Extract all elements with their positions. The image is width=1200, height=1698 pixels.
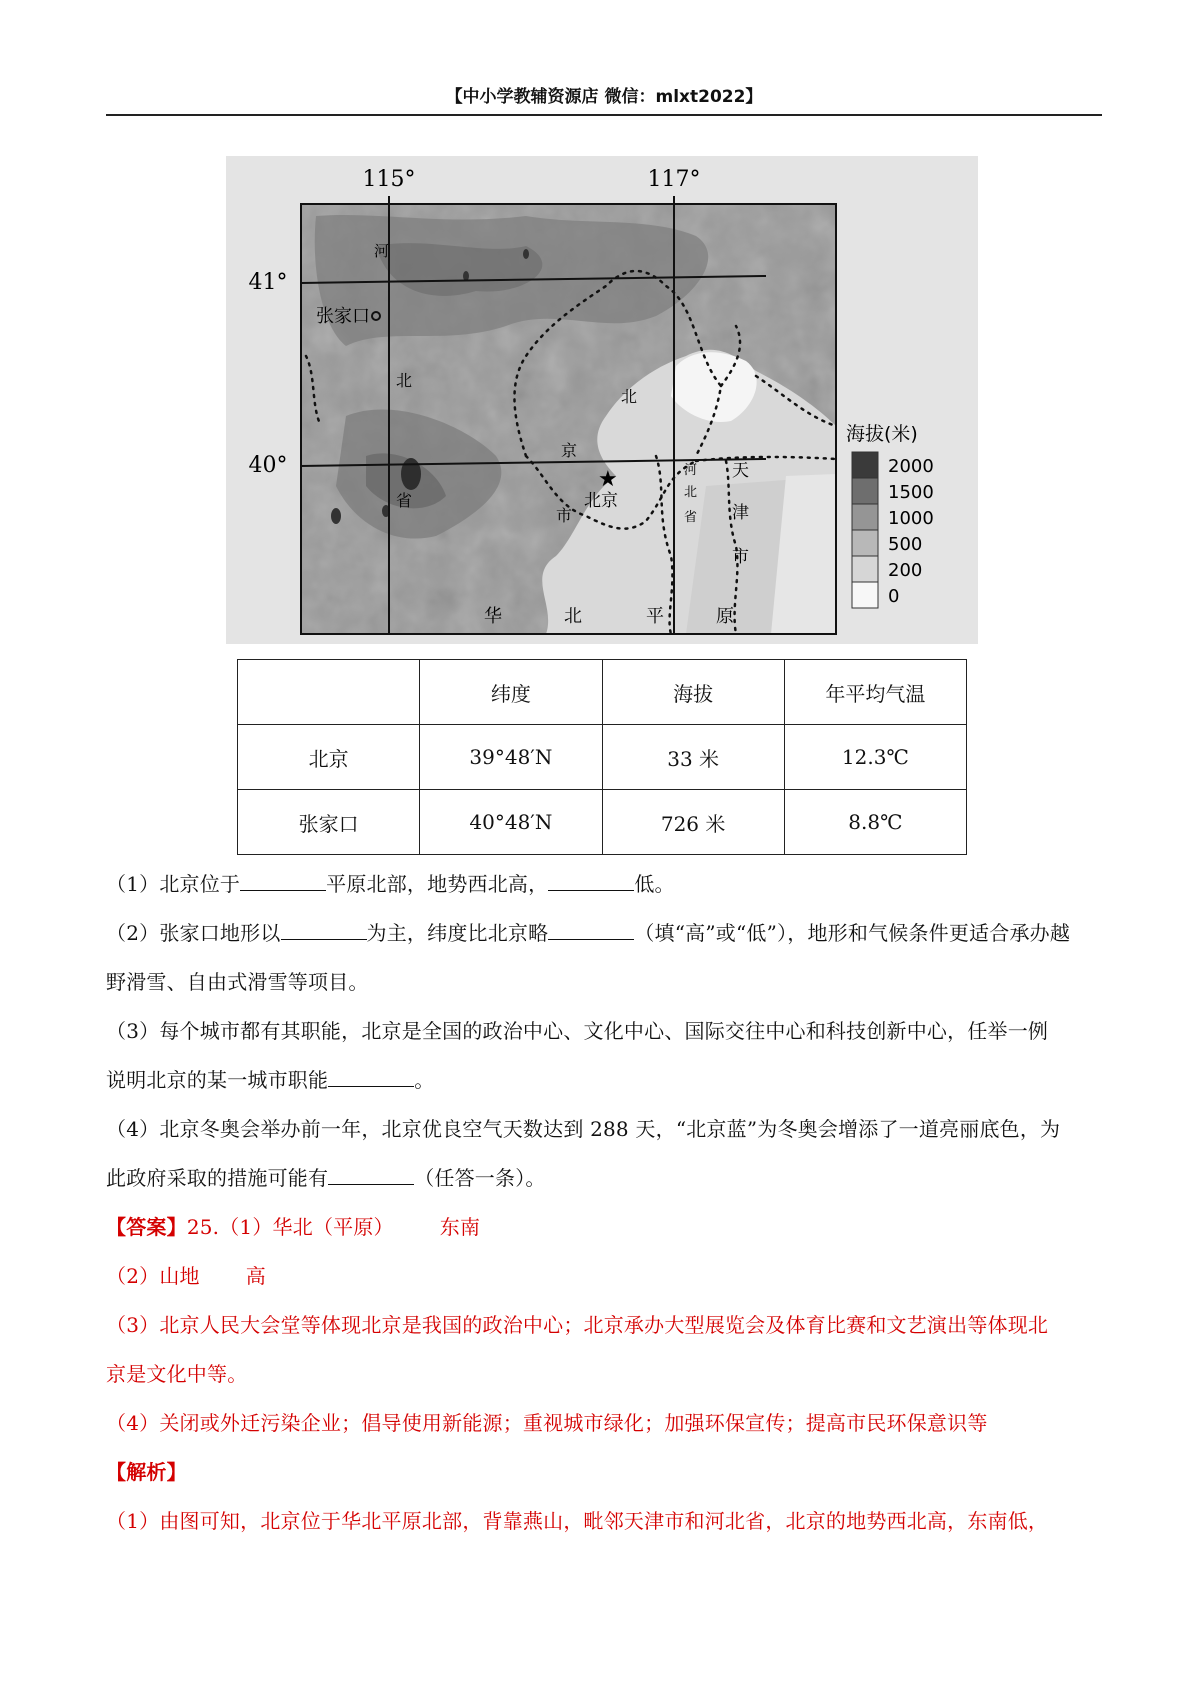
legend-label: 200 (888, 560, 923, 581)
header-rule (106, 114, 1102, 116)
legend-swatch (852, 504, 878, 530)
q3-text-c: 。 (414, 1068, 435, 1092)
q2-text-b: 为主，纬度比北京略 (366, 921, 549, 945)
plain-label-2: 北 (564, 606, 582, 627)
table-cell: 40°48′N (420, 790, 602, 855)
legend-swatch (852, 556, 878, 582)
question-1 (106, 860, 1102, 909)
tianjin-label-1: 天 (732, 461, 749, 481)
table-cell: 39°48′N (420, 725, 602, 790)
answer-1 (106, 1203, 1102, 1252)
plain-label-4: 原 (716, 606, 734, 627)
legend-title: 海拔(米) (846, 423, 918, 445)
answer-4 (106, 1399, 1102, 1448)
table-cell: 726 米 (602, 790, 784, 855)
q1-blank-2 (548, 870, 634, 891)
topographic-map (226, 156, 978, 644)
answer-1-text: （1）华北（平原） (219, 1215, 394, 1239)
beijing-shi-label-1: 北 (621, 387, 638, 406)
q3-blank (328, 1066, 414, 1087)
table-header-cell (238, 660, 420, 725)
city-comparison-table (237, 659, 967, 855)
tianjin-label-3: 市 (732, 547, 749, 567)
answer-number: 25. (186, 1215, 220, 1239)
table-cell: 张家口 (238, 790, 420, 855)
answer-label: 【答案】 (106, 1215, 187, 1239)
q4-text-a: （4）北京冬奥会举办前一年，北京优良空气天数达到 288 天，“北京蓝”为冬奥会增添了一道亮丽底色，为 (106, 1117, 1061, 1141)
table-cell: 33 米 (602, 725, 784, 790)
table-header-cell: 纬度 (420, 660, 602, 725)
legend-label: 1000 (888, 508, 934, 529)
answer-2-text: （2）山地 (106, 1264, 200, 1288)
map-svg (226, 156, 978, 644)
table-header-cell: 年平均气温 (784, 660, 966, 725)
table-cell: 北京 (238, 725, 420, 790)
q3-text-b: 说明北京的某一城市职能 (106, 1068, 329, 1092)
q2-blank-1 (281, 919, 367, 940)
table-row (238, 790, 967, 855)
table-header-row (238, 660, 967, 725)
capital-star-icon: ★ (598, 467, 618, 492)
hebei-v-label-3: 省 (684, 510, 698, 525)
q3-text-a: （3）每个城市都有其职能，北京是全国的政治中心、文化中心、国际交往中心和科技创新中心，任举一例 (106, 1019, 1049, 1043)
hebei-v-label-2: 北 (684, 485, 698, 500)
legend-swatch (852, 530, 878, 556)
legend-label: 0 (888, 586, 900, 607)
answer-3-text-a: （3）北京人民大会堂等体现北京是我国的政治中心；北京承办大型展览会及体育比赛和文艺演出等体现北 (106, 1313, 1049, 1337)
plain-label-1: 华 (484, 606, 502, 627)
answer-2 (106, 1252, 1102, 1301)
legend-label: 1500 (888, 482, 934, 503)
beijing-shi-label-2: 京 (561, 441, 578, 460)
answer-2-text-b: 高 (245, 1264, 266, 1288)
lon-label-117: 117° (647, 167, 701, 192)
beijing-city-label: 北京 (584, 491, 618, 511)
q1-text-b: 平原北部，地势西北高， (326, 872, 549, 896)
legend-swatch (852, 452, 878, 478)
beijing-shi-label-3: 市 (556, 506, 573, 525)
table-cell: 12.3℃ (784, 725, 966, 790)
lat-label-41: 41° (248, 270, 288, 295)
page-header: 【中小学教辅资源店 微信：mlxt2022】 (445, 87, 763, 107)
question-4 (106, 1105, 1102, 1203)
tianjin-label-2: 津 (732, 503, 749, 523)
lat-label-40: 40° (248, 453, 288, 478)
q1-text-a: （1）北京位于 (106, 872, 241, 896)
answer-4-text: （4）关闭或外迁污染企业；倡导使用新能源；重视城市绿化；加强环保宣传；提高市民环保意识等 (106, 1411, 988, 1435)
analysis-paragraph-1: （1）由图可知，北京位于华北平原北部，背靠燕山，毗邻天津市和河北省，北京的地势西北高，东南低， (106, 1509, 1049, 1533)
legend-label: 2000 (888, 456, 934, 477)
legend-label: 500 (888, 534, 923, 555)
q4-text-b: 此政府采取的措施可能有 (106, 1166, 329, 1190)
plain-label-3: 平 (646, 606, 664, 627)
q2-text-c: （填“高”或“低”），地形和气候条件更适合承办越 (634, 921, 1071, 945)
answer-1-text-b: 东南 (439, 1215, 481, 1239)
answer-3 (106, 1301, 1102, 1399)
zhangjiakou-label: 张家口 (316, 306, 370, 327)
legend-swatch (852, 478, 878, 504)
lon-label-115: 115° (362, 167, 416, 192)
question-3 (106, 1007, 1102, 1105)
q2-text-a: （2）张家口地形以 (106, 921, 281, 945)
answer-3-text-b: 京是文化中等。 (106, 1362, 248, 1386)
table-row (238, 725, 967, 790)
table-header-cell: 海拔 (602, 660, 784, 725)
legend (852, 452, 934, 608)
river-label: 河 (374, 242, 390, 260)
q2-text-d: 野滑雪、自由式滑雪等项目。 (106, 970, 369, 994)
q1-text-c: 低。 (634, 872, 675, 896)
legend-swatch (852, 582, 878, 608)
hebei-v-label-1: 河 (684, 463, 698, 478)
hebei-label-2: 省 (396, 491, 413, 510)
analysis-label: 【解析】 (106, 1460, 187, 1484)
hebei-label-1: 北 (396, 371, 413, 390)
table-cell: 8.8℃ (784, 790, 966, 855)
q2-blank-2 (548, 919, 634, 940)
question-2 (106, 909, 1102, 1007)
q4-text-c: （任答一条）。 (414, 1166, 546, 1190)
q4-blank (328, 1164, 414, 1185)
q1-blank-1 (240, 870, 326, 891)
